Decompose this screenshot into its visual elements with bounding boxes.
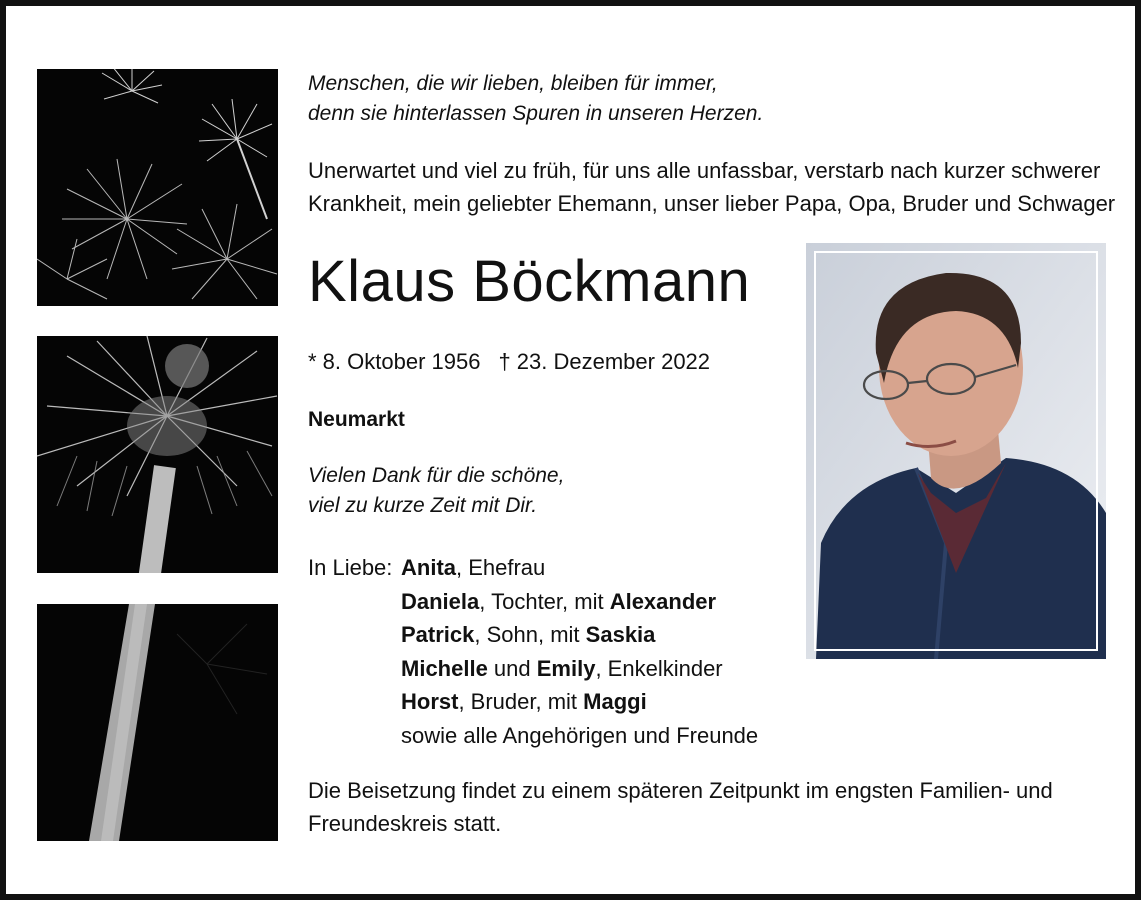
deceased-name: Klaus Böckmann [308,249,751,314]
mourner-relation: , Tochter, mit [479,588,610,614]
mourner-name: Horst [401,689,459,714]
mourner-row [401,551,821,585]
mourners-label: In Liebe: [308,555,393,580]
mourner-relation: und [487,655,537,681]
mourner-name: Saskia [585,622,656,647]
birth-date: * 8. Oktober 1956 [308,349,481,374]
announcement-line: Unerwartet und viel zu früh, für uns alle unfassbar, verstarb nach kurzer schwerer [308,158,1101,183]
burial-line: Die Beisetzung findet zu einem späteren Zeitpunkt im engsten Familien- und [308,778,1053,803]
dandelion-stem-photo [37,604,278,841]
mourner-row [401,585,821,619]
dandelion-seedhead-photo [37,336,278,573]
mourner-row [401,618,821,652]
mourner-relation: , Ehefrau [456,555,546,580]
motto-verse [308,69,763,129]
mourner-relation: sowie alle Angehörigen und Freunde [401,722,759,748]
portrait-inner-border [814,251,1098,651]
announcement-text [308,154,1115,220]
mourner-row [401,652,821,686]
mourner-row [401,719,821,753]
thanks-verse [308,461,564,521]
mourner-name: Anita [401,555,456,580]
mourner-name: Patrick [401,622,475,647]
portrait-photo [806,243,1106,659]
mourner-name: Michelle [401,655,488,681]
burial-line: Freundeskreis statt. [308,811,502,836]
announcement-line: Krankheit, mein geliebter Ehemann, unser lieber Papa, Opa, Bruder und Schwager [308,191,1116,216]
mourner-relation: , Enkelkinder [595,655,723,681]
mourner-row [401,685,821,719]
dandelion-seeds-photo [37,69,278,306]
mourner-relation: , Sohn, mit [474,622,586,647]
motto-line: Menschen, die wir lieben, bleiben für immer, [308,72,718,95]
residence-place: Neumarkt [308,408,405,431]
death-date: † 23. Dezember 2022 [498,349,711,374]
thanks-line: Vielen Dank für die schöne, [308,464,565,487]
thanks-line: viel zu kurze Zeit mit Dir. [308,494,538,517]
mourners-names [401,551,821,752]
mourner-name: Maggi [583,689,647,714]
burial-notice [308,774,1053,840]
motto-line: denn sie hinterlassen Spuren in unseren Herzen. [308,102,764,125]
life-dates [308,346,710,378]
mourner-name: Emily [536,655,596,681]
mourner-relation: , Bruder, mit [458,689,584,714]
mourner-name: Alexander [609,588,717,614]
mourner-name: Daniela [401,588,480,614]
